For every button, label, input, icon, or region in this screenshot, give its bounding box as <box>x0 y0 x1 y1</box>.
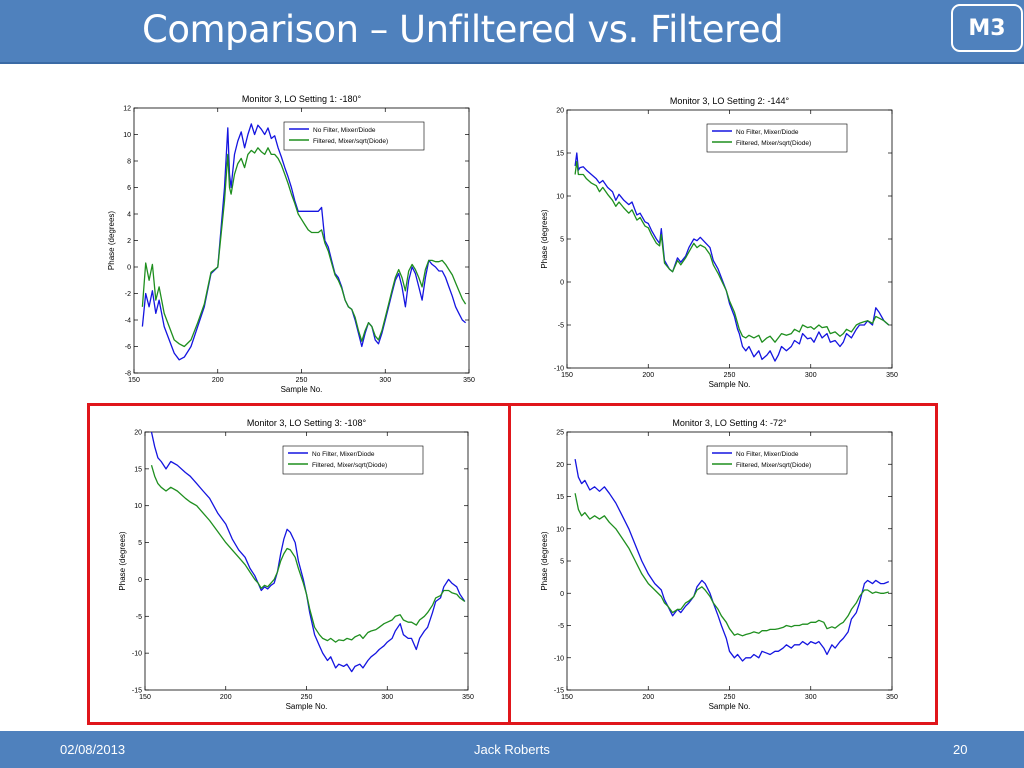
y-tick-label: -5 <box>557 623 564 630</box>
y-tick-label: -15 <box>131 687 142 695</box>
y-tick-label: 15 <box>556 494 564 501</box>
slide-title: Comparison – Unfiltered vs. Filtered <box>142 8 784 51</box>
y-tick-label: -15 <box>553 687 564 695</box>
footer-page-number: 20 <box>953 742 968 757</box>
y-tick-label: 10 <box>123 132 131 139</box>
x-tick-label: 200 <box>642 372 655 379</box>
y-tick-label: 15 <box>134 466 142 474</box>
title-bar <box>0 0 1024 64</box>
y-tick-label: -5 <box>135 613 142 621</box>
y-tick-label: 0 <box>138 576 142 584</box>
legend-label: Filtered, Mixer/sqrt(Diode) <box>313 138 389 145</box>
y-tick-label: 0 <box>560 279 564 287</box>
x-tick-label: 350 <box>463 377 475 384</box>
legend-label: Filtered, Mixer/sqrt(Diode) <box>312 462 388 469</box>
y-tick-label: -5 <box>557 322 564 330</box>
footer-date: 02/08/2013 <box>60 742 126 757</box>
x-tick-label: 200 <box>642 694 655 701</box>
x-tick-label: 350 <box>462 694 474 701</box>
x-tick-label: 350 <box>886 372 898 379</box>
y-axis-label: Phase (degrees) <box>118 531 127 591</box>
x-tick-label: 150 <box>128 377 140 384</box>
y-tick-label: 20 <box>556 461 564 469</box>
x-tick-label: 200 <box>219 694 232 701</box>
legend-label: Filtered, Mixer/sqrt(Diode) <box>736 140 812 147</box>
chart-title: Monitor 3, LO Setting 2: -144° <box>669 96 790 106</box>
y-tick-label: 20 <box>556 107 564 115</box>
y-tick-label: -4 <box>124 317 131 325</box>
chart-title: Monitor 3, LO Setting 1: -180° <box>241 94 362 104</box>
legend-label: No Filter, Mixer/Diode <box>313 127 376 134</box>
y-tick-label: -10 <box>553 655 564 663</box>
x-axis-label: Sample No. <box>708 702 751 711</box>
y-tick-label: 5 <box>138 540 142 548</box>
y-tick-label: -10 <box>131 650 142 658</box>
y-tick-label: 5 <box>560 236 564 244</box>
y-tick-label: -6 <box>124 344 131 351</box>
x-tick-label: 250 <box>723 694 736 701</box>
x-tick-label: 300 <box>804 694 817 701</box>
x-tick-label: 250 <box>723 372 736 379</box>
x-tick-label: 350 <box>886 694 898 701</box>
y-tick-label: 10 <box>134 503 142 511</box>
slide-badge: M3 <box>951 4 1023 52</box>
y-tick-label: 10 <box>556 526 564 534</box>
x-tick-label: 250 <box>295 377 308 384</box>
y-tick-label: 5 <box>560 558 564 566</box>
x-axis-label: Sample No. <box>285 702 328 711</box>
y-axis-label: Phase (degrees) <box>107 210 116 271</box>
chart-title: Monitor 3, LO Setting 3: -108° <box>246 418 367 428</box>
y-tick-label: 8 <box>127 158 131 166</box>
legend-label: Filtered, Mixer/sqrt(Diode) <box>736 462 812 469</box>
x-tick-label: 300 <box>381 694 394 701</box>
highlight-box-right <box>508 403 938 725</box>
x-tick-label: 300 <box>804 372 817 379</box>
chart-2 <box>530 90 910 395</box>
x-axis-label: Sample No. <box>708 380 751 389</box>
footer-author: Jack Roberts <box>474 742 550 757</box>
x-tick-label: 300 <box>379 377 392 384</box>
y-tick-label: 4 <box>127 211 131 219</box>
y-tick-label: -10 <box>553 365 564 373</box>
x-tick-label: 150 <box>561 694 573 701</box>
y-tick-label: 10 <box>556 193 564 201</box>
y-tick-label: 0 <box>560 590 564 598</box>
legend-label: No Filter, Mixer/Diode <box>736 129 799 136</box>
chart-title: Monitor 3, LO Setting 4: -72° <box>672 418 787 428</box>
footer-bar <box>0 731 1024 768</box>
y-tick-label: 2 <box>127 238 131 245</box>
x-tick-label: 150 <box>561 372 573 379</box>
legend-label: No Filter, Mixer/Diode <box>312 451 375 458</box>
highlight-box-left <box>87 403 511 725</box>
y-tick-label: 25 <box>556 429 564 437</box>
y-tick-label: 20 <box>134 429 142 437</box>
chart-1 <box>100 88 485 398</box>
y-tick-label: 6 <box>127 185 131 192</box>
legend-label: No Filter, Mixer/Diode <box>736 451 799 458</box>
x-axis-label: Sample No. <box>280 385 323 394</box>
x-tick-label: 250 <box>300 694 313 701</box>
x-tick-label: 200 <box>211 377 224 384</box>
y-tick-label: 12 <box>123 105 131 113</box>
y-axis-label: Phase (degrees) <box>540 531 549 591</box>
y-tick-label: -2 <box>124 291 131 298</box>
y-axis-label: Phase (degrees) <box>540 209 549 269</box>
x-tick-label: 150 <box>139 694 151 701</box>
y-tick-label: 15 <box>556 150 564 158</box>
y-tick-label: -8 <box>124 370 131 378</box>
y-tick-label: 0 <box>127 264 131 272</box>
